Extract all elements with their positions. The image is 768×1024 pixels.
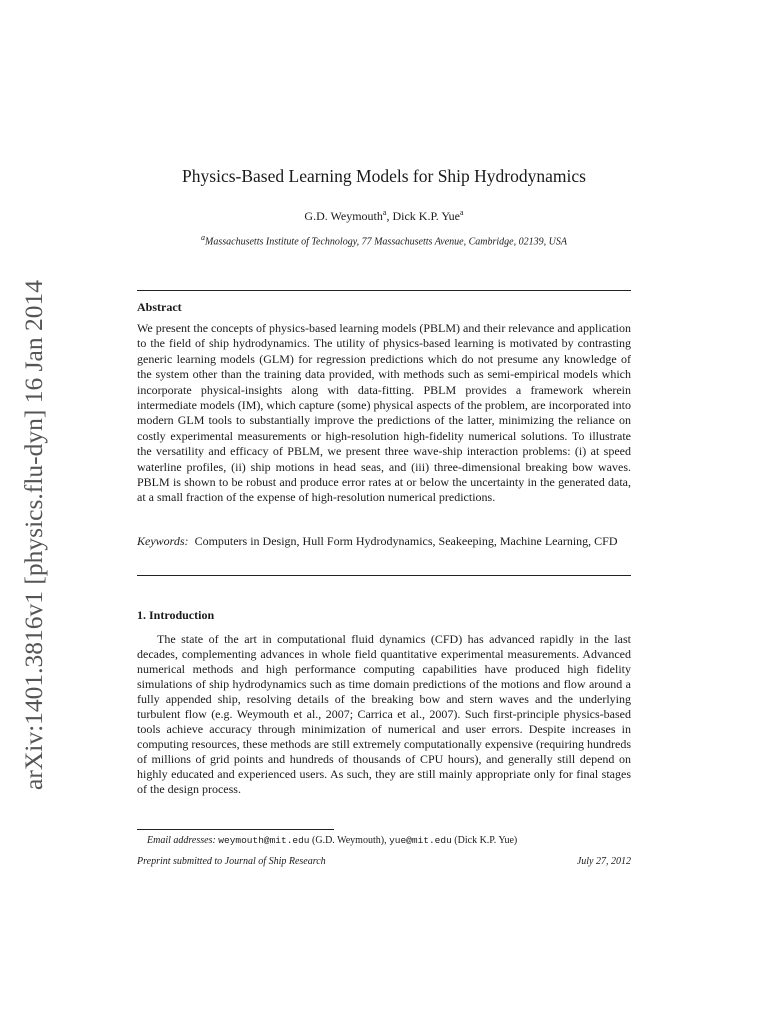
paper-title: Physics-Based Learning Models for Ship Hydrodynamics xyxy=(182,166,586,186)
footnote-label: Email addresses: xyxy=(147,835,216,846)
affiliation-text: Massachusetts Institute of Technology, 77 Massachusetts Avenue, Cambridge, 02139, USA xyxy=(205,236,567,248)
keywords xyxy=(137,534,631,549)
affiliation-mark: a xyxy=(460,208,464,217)
abstract-top-rule xyxy=(137,290,631,291)
email-link-yue[interactable]: yue@mit.edu xyxy=(389,835,452,846)
abstract-text: We present the concepts of physics-based learning models (PBLM) and their relevance and application to the field of ship hydrodynamics. The utility of physics-based learning is motivated by contrasting generic learning models (GLM) for regression predictions which do not presume any knowledge of the system other than the training data provided, with methods such as semi-empirical models which incorporate physical-insights along with data-fitting. PBLM provides a framework wherein intermediate models (IM), which capture (some) physical aspects of the problem, are incorporated into modern GLM tools to substantially improve the predictions of the latter, minimizing the reliance on costly experimental measurements or high-resolution high-fidelity numerical solutions. To illustrate the versatility and efficacy of PBLM, we present three wave-ship interaction problems: (i) at speed waterline profiles, (ii) ship motions in head seas, and (iii) three-dimensional breaking bow waves. PBLM is shown to be robust and produce error rates at or below the uncertainty in the generated data, at a small fraction of the expense of high-resolution numerical predictions. xyxy=(137,321,631,505)
footnote-email xyxy=(147,835,631,846)
abstract-heading: Abstract xyxy=(137,300,182,314)
keywords-label: Keywords: xyxy=(137,534,189,548)
abstract-bottom-rule xyxy=(137,575,631,576)
footnote-name: (Dick K.P. Yue) xyxy=(454,835,518,846)
keywords-text: Computers in Design, Hull Form Hydrodynamics, Seakeeping, Machine Learning, CFD xyxy=(194,534,618,548)
preprint-note: Preprint submitted to Journal of Ship Research xyxy=(137,856,326,867)
affiliation-mark: a xyxy=(201,233,206,242)
affiliation xyxy=(137,233,631,247)
author-name: Dick K.P. Yue xyxy=(392,209,461,223)
introduction-paragraph: The state of the art in computational fluid dynamics (CFD) has advanced rapidly in the last decades, complementing advances in whole field quantitative experimental measurements. Advanced numerical methods and high performance computing capabilities have produced high fidelity simulations of ship hydrodynamics such as time domain predictions of the motions and flow around a fully appended ship, resolving details of the breaking bow and stern waves and the underlying turbulent flow (e.g. Weymouth et al., 2007; Carrica et al., 2007). Such first-principle physics-based tools achieve accuracy through minimization of numerical and user errors. Despite increases in computing resources, these methods are still extremely computationally expensive (requiring hundreds of millions of grid points and hundreds of thousands of CPU hours), and generally still depend on highly educated and experienced users. As such, they are still mainly appropriate only for final stages of the design process. xyxy=(137,632,631,796)
footnote-name: (G.D. Weymouth), xyxy=(312,835,387,846)
preprint-date: July 27, 2012 xyxy=(576,856,631,867)
section-heading-introduction: 1. Introduction xyxy=(137,608,215,622)
author-name: G.D. Weymouth xyxy=(304,209,383,223)
affiliation-mark: a xyxy=(382,208,387,217)
arxiv-identifier-text: arXiv:1401.3816v1 [physics.flu-dyn] 16 Jan 2014 xyxy=(19,280,48,790)
arxiv-identifier-stamp xyxy=(4,280,64,790)
author-list xyxy=(137,208,631,224)
email-link-weymouth[interactable]: weymouth@mit.edu xyxy=(218,835,310,846)
author-separator: , xyxy=(386,209,393,223)
footnote-rule xyxy=(137,829,334,830)
